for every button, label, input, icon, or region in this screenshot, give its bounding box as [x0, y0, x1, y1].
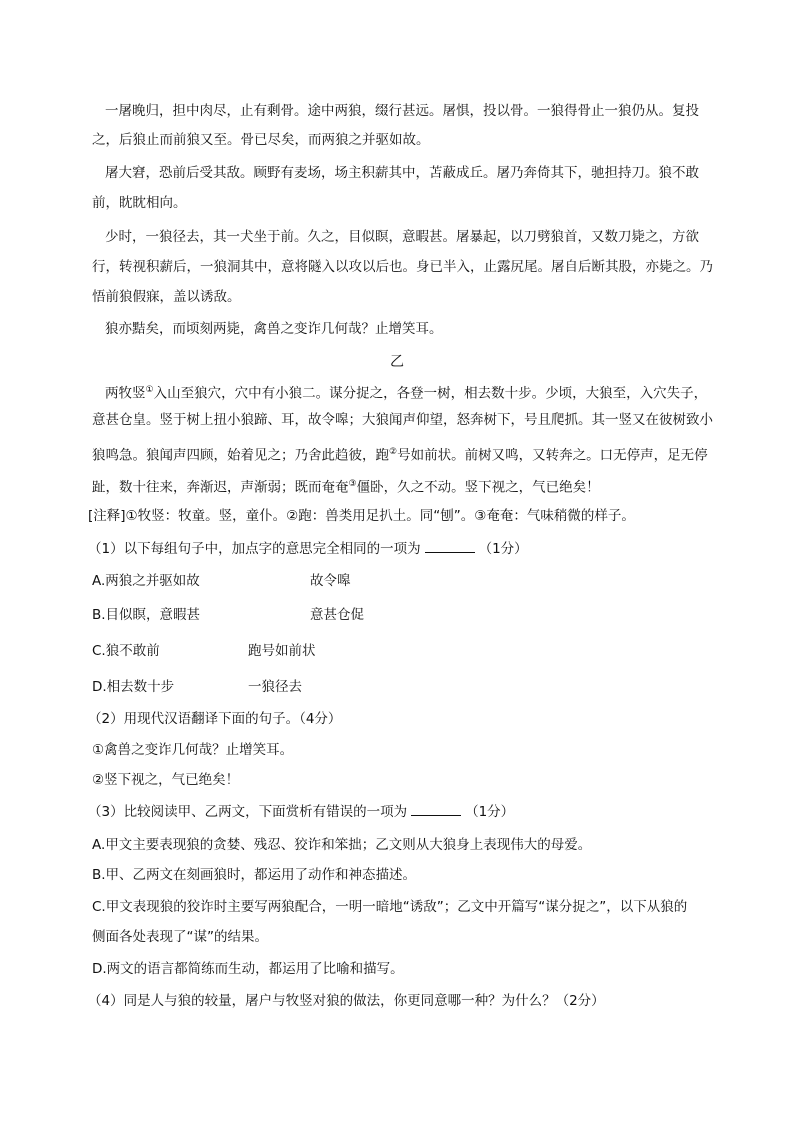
option-text: A.两狼之并驱如故	[92, 573, 200, 589]
q1-option-a	[92, 571, 722, 591]
q3-option-c-line2: 侧面各处表现了“谋”的结果。	[92, 929, 268, 945]
passage-a-p4-line1: 狼亦黠矣，而顷刻两毙，禽兽之变诈几何哉？止增笑耳。	[105, 321, 443, 337]
q2-stem: （2）用现代汉语翻译下面的句子。（4分）	[88, 711, 342, 727]
passage-b-line3	[92, 442, 722, 466]
q3-stem	[88, 802, 718, 822]
passage-a-p2-line1: 屠大窘，恐前后受其敌。顾野有麦场，场主积薪其中，苫蔽成丘。屠乃奔倚其下，驰担持刀。狼不敢	[105, 165, 699, 181]
q1-option-b	[92, 605, 722, 625]
question-score: （1分）	[465, 804, 515, 820]
q1-option-c	[92, 641, 722, 661]
passage-a-p3-line1: 少时，一狼径去，其一犬坐于前。久之，目似瞑，意暇甚。屠暴起，以刀劈狼首，又数刀毙之，方欲	[105, 229, 699, 245]
option-text: 一狼径去	[248, 679, 302, 695]
passage-b-line2: 意甚仓皇。竖于树上扭小狼蹄、耳，故令嗥；大狼闻声仰望，怒奔树下，号且爬抓。其一竖又在彼树致小	[92, 412, 713, 428]
passage-b-heading: 乙	[390, 354, 404, 370]
text-run: 狼鸣急。狼闻声四顾，始着见之；乃舍此趋彼，跑	[92, 447, 389, 464]
passage-b-line1	[105, 380, 735, 404]
option-text: 故令嗥	[310, 573, 351, 589]
q3-option-c-line1: C.甲文表现狼的狡诈时主要写两狼配合，一明一暗地“诱敌”；乙文中开篇写“谋分捉之”，以下从狼的	[92, 899, 688, 915]
q4-stem: （4）同是人与狼的较量，屠户与牧竖对狼的做法，你更同意哪一种？为什么？（2分）	[88, 993, 605, 1009]
footnote-marker: ③	[348, 479, 357, 489]
q2-sentence-2: ②竖下视之，气已绝矣！	[92, 772, 240, 788]
question-stem: （3）比较阅读甲、乙两文，下面赏析有错误的一项为	[88, 804, 408, 820]
q3-option-d: D.两文的语言都简练而生动，都运用了比喻和描写。	[92, 961, 404, 977]
option-text: C.狼不敢前	[92, 643, 160, 659]
passage-b-line4	[92, 474, 722, 498]
q3-option-b: B.甲、乙两文在刻画狼时，都运用了动作和神态描述。	[92, 867, 417, 883]
option-text: 跑号如前状	[248, 643, 316, 659]
text-run: 号如前状。前树又鸣，又转奔之。口无停声，足无停	[397, 447, 708, 464]
answer-blank	[425, 539, 475, 553]
passage-a-p1-line2: 之，后狼止而前狼又至。骨已尽矣，而两狼之并驱如故。	[92, 132, 430, 148]
q2-sentence-1: ①禽兽之变诈几何哉？止增笑耳。	[92, 742, 294, 758]
answer-blank	[411, 802, 461, 816]
option-text: D.相去数十步	[92, 679, 175, 695]
text-run: 僵卧，久之不动。竖下视之，气已绝矣！	[356, 479, 600, 496]
question-stem: （1）以下每组句子中，加点字的意思完全相同的一项为	[88, 541, 421, 557]
option-text: 意甚仓促	[310, 607, 364, 623]
text-run: 趾，数十往来，奔渐迟，声渐弱；既而奄奄	[92, 479, 349, 496]
passage-a-p1-line1: 一屠晚归，担中肉尽，止有剩骨。途中两狼，缀行甚远。屠惧，投以骨。一狼得骨止一狼仍从。复投	[105, 103, 699, 119]
footnote-marker: ①	[145, 385, 154, 395]
q1-stem	[88, 539, 718, 559]
passage-a-p2-line2: 前，眈眈相向。	[92, 195, 187, 211]
footnote-marker: ②	[389, 447, 398, 457]
q3-option-a: A.甲文主要表现狼的贪婪、残忍、狡诈和笨拙；乙文则从大狼身上表现伟大的母爱。	[92, 837, 592, 853]
question-score: （1分）	[478, 541, 528, 557]
text-run: 两牧竖	[105, 385, 146, 402]
passage-a-p3-line2: 行，转视积薪后，一狼洞其中，意将隧入以攻以后也。身已半入，止露尻尾。屠自后断其股，亦毙之。乃	[92, 259, 713, 275]
passage-b-notes: [注释]①牧竖：牧童。竖，童仆。②跑：兽类用足扒土。同“刨”。③奄奄：气味稍微的样子。	[88, 508, 635, 524]
passage-a-p3-line3: 悟前狼假寐，盖以诱敌。	[92, 289, 241, 305]
text-run: 入山至狼穴，穴中有小狼二。谋分捉之，各登一树，相去数十步。少顷，大狼至，入穴失子，	[153, 385, 708, 402]
option-text: B.目似瞑，意暇甚	[92, 607, 201, 623]
q1-option-d	[92, 677, 722, 697]
